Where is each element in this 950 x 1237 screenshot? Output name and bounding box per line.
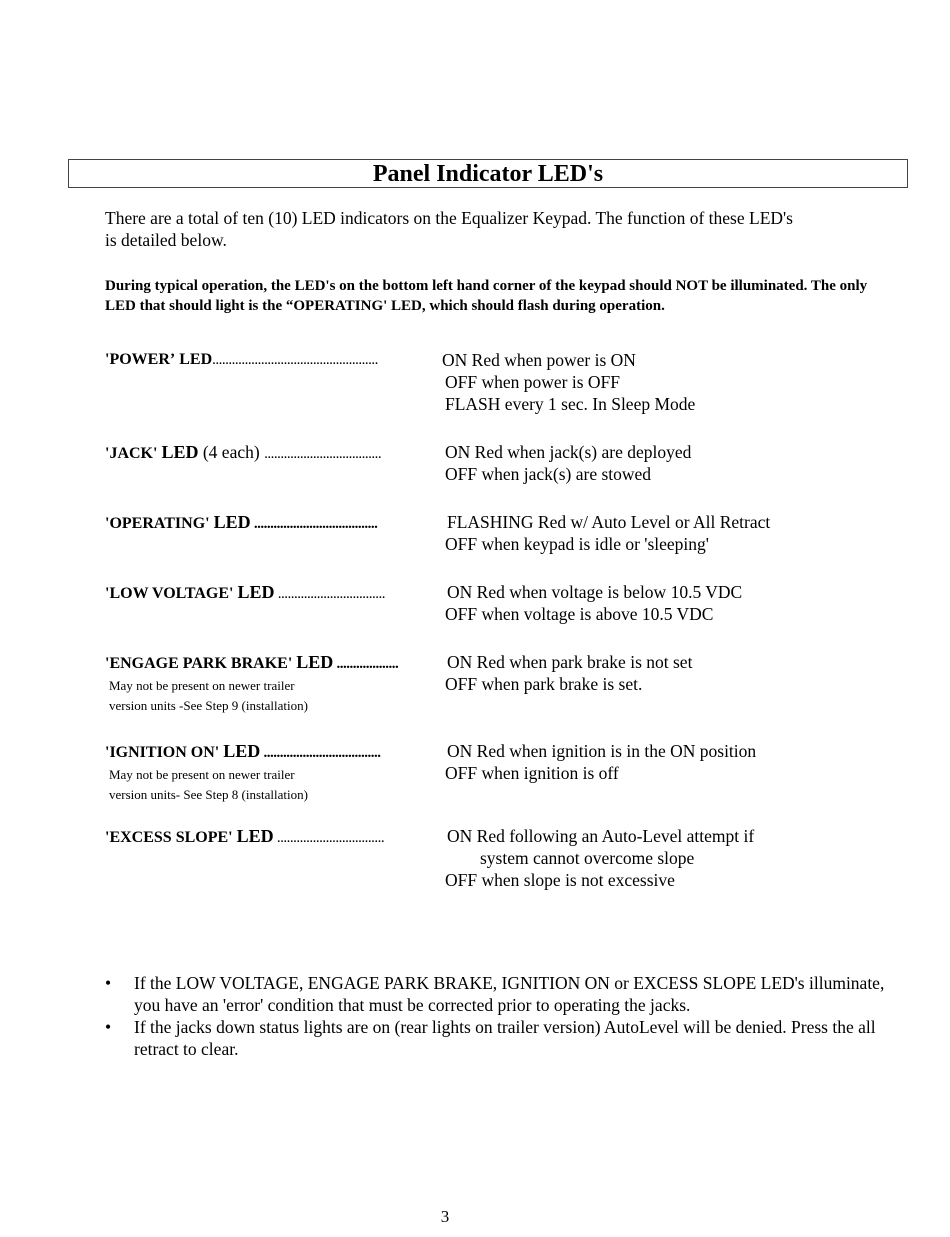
led-suffix: LED (161, 442, 199, 462)
led-description (447, 581, 742, 625)
led-suffix: LED (296, 652, 334, 672)
led-name: 'IGNITION ON' (105, 744, 220, 761)
description-line: OFF when power is OFF (445, 372, 621, 392)
led-description (442, 349, 695, 415)
description-line: ON Red when ignition is in the ON position (447, 741, 757, 761)
bullet-item (105, 1016, 895, 1060)
led-name: 'EXCESS SLOPE' (105, 829, 233, 846)
bullet-item (105, 972, 895, 1016)
leader-dots: ................................. (274, 586, 385, 602)
led-label (105, 441, 381, 465)
led-label (105, 581, 385, 605)
led-suffix: LED (223, 741, 261, 761)
led-entry-engage-park-brake (105, 651, 905, 741)
led-entry-ignition-on (105, 740, 905, 830)
led-label (105, 651, 398, 675)
description-line: system cannot overcome slope (480, 848, 695, 868)
leader-dots: ................... (333, 656, 399, 672)
leader-dots: .................................... (264, 446, 382, 462)
led-count: (4 each) (198, 442, 265, 462)
led-entry-excess-slope (105, 825, 905, 915)
led-label (105, 740, 381, 764)
led-description (447, 825, 754, 891)
bullet-symbol: • (105, 1017, 112, 1037)
led-footnote: May not be present on newer trailer (109, 678, 295, 693)
leader-dots: ...................................... (250, 516, 378, 532)
bullet-list (105, 972, 895, 1060)
description-line: ON Red when voltage is below 10.5 VDC (447, 582, 743, 602)
description-line: OFF when voltage is above 10.5 VDC (445, 604, 714, 624)
description-line: ON Red when power is ON (442, 350, 636, 370)
description-line: ON Red when park brake is not set (447, 652, 693, 672)
led-name: 'LOW VOLTAGE' (105, 585, 234, 602)
leader-dots: ................................................... (212, 352, 378, 368)
led-label (105, 825, 384, 849)
led-name: 'POWER’ (105, 351, 176, 368)
led-entry-power (105, 349, 905, 439)
description-line: ON Red following an Auto-Level attempt if (447, 826, 755, 846)
led-footnote: version units- See Step 8 (installation) (109, 787, 308, 802)
bullet-text: If the jacks down status lights are on (rear lights on trailer version) AutoLevel will be denied. Press the all retract to clear. (134, 1017, 876, 1059)
description-line: FLASHING Red w/ Auto Level or All Retract (447, 512, 771, 532)
description-line: OFF when park brake is set. (445, 674, 643, 694)
bullet-text: If the LOW VOLTAGE, ENGAGE PARK BRAKE, IGNITION ON or EXCESS SLOPE LED's illuminate, you have an 'error' condition that must be corrected prior to operating the jacks. (134, 973, 885, 1015)
led-label (105, 349, 378, 371)
led-suffix: LED (236, 826, 274, 846)
led-suffix: LED (213, 512, 251, 532)
description-line: OFF when ignition is off (445, 763, 619, 783)
description-line: OFF when slope is not excessive (445, 870, 675, 890)
led-description (445, 441, 691, 485)
operation-note: During typical operation, the LED's on the bottom left hand corner of the keypad should NOT be illuminated. The only LED that should light is the “OPERATING' LED, which should flash during operation. (105, 278, 868, 314)
led-name: 'OPERATING' (105, 515, 210, 532)
led-description (447, 511, 770, 555)
led-name: 'JACK' (105, 445, 158, 462)
led-description (447, 651, 692, 695)
bullet-symbol: • (105, 973, 112, 993)
led-name: 'ENGAGE PARK BRAKE' (105, 655, 293, 672)
description-line: FLASH every 1 sec. In Sleep Mode (445, 394, 696, 414)
page-title: Panel Indicator LED's (68, 159, 908, 188)
led-suffix: LED (179, 351, 213, 368)
intro-paragraph: There are a total of ten (10) LED indicators on the Equalizer Keypad. The function of these LED's is detailed below. (105, 208, 793, 250)
leader-dots: ................................. (273, 830, 385, 846)
page-number: 3 (440, 1207, 450, 1226)
led-label (105, 511, 377, 535)
led-footnote: May not be present on newer trailer (109, 767, 295, 782)
led-suffix: LED (237, 582, 275, 602)
leader-dots: .................................... (260, 745, 381, 761)
led-description (447, 740, 756, 784)
led-footnote: version units -See Step 9 (installation) (109, 698, 308, 713)
description-line: OFF when keypad is idle or 'sleeping' (445, 534, 709, 554)
description-line: ON Red when jack(s) are deployed (445, 442, 692, 462)
description-line: OFF when jack(s) are stowed (445, 464, 652, 484)
